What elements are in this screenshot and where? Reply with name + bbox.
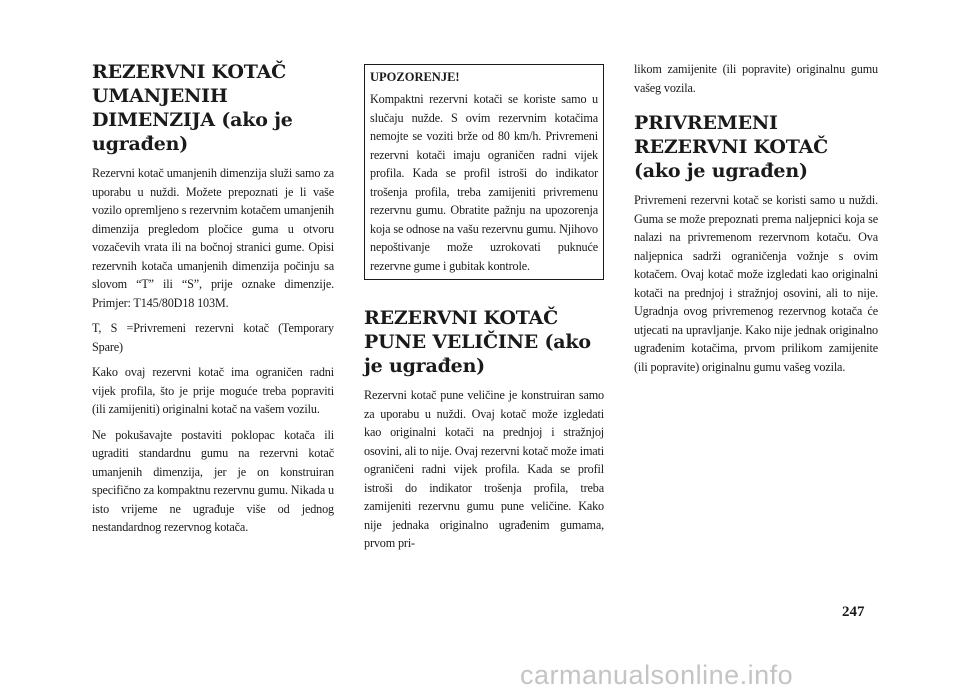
warning-box bbox=[364, 64, 604, 280]
section-heading-temporary-spare: PRIVREMENI REZERVNI KOTAČ (ako je ugrađen) bbox=[634, 112, 829, 182]
column-right bbox=[634, 60, 878, 383]
section-heading-full-size-spare: REZERVNI KOTAČ PUNE VELIČINE (ako je ugrađen) bbox=[364, 307, 591, 377]
column-middle bbox=[364, 60, 604, 560]
column-left bbox=[92, 60, 334, 544]
warning-text: Kompaktni rezervni kotači se koriste samo u slučaju nužde. S ovim rezervnim kotačima nemojte se voziti brže od 80 km/h. Privremeni rezervni kotači imaju ograničen radni vijek profila. Kada se profil istroši do indikator trošenja profila, treba zamijeniti privremenu rezervnu gumu. Obratite pažnju na upozorenja koja se odnose na vašu rezervnu gumu. Njihovo nepoštivanje može uzrokovati puknuće rezervne gume i gubitak kontrole. bbox=[370, 92, 598, 273]
paragraph: likom zamijenite (ili popravite) originalnu gumu vašeg vozila. bbox=[634, 62, 878, 95]
page-number: 247 bbox=[842, 604, 865, 620]
paragraph: Ne pokušavajte postaviti poklopac kotača ili ugraditi standardnu gumu na rezervni kotač umanjenih dimenzija, jer je on konstruiran specifično za kompaktnu rezervnu gumu. Nikada u isto vrijeme ne ugrađuje više od jednog nestandardnog rezervnog kotača. bbox=[92, 427, 334, 534]
paragraph: Rezervni kotač pune veličine je konstruiran samo za uporabu u nuždi. Ovaj kotač može izgledati kao originalni kotači na prednjoj i stražnjoj osovini, ali to nije. Ovaj rezervni kotač može imati ograničeni radni vijek profila. Kada se profil istroši do indikator trošenja profila, treba zamijeniti rezervnu gumu pune veličine. Kako nije jednaka originalno ugrađenim gumama, prvom pri- bbox=[364, 388, 604, 550]
paragraph: Rezervni kotač umanjenih dimenzija služi samo za uporabu u nuždi. Možete prepoznati je li vaše vozilo opremljeno s rezervnim kotačem umanjenih dimenzija pregledom pločice guma u otvoru vozačevih vrata ili na bočnoj stranici gume. Opisi rezervnih kotača umanjenih dimenzija počinju sa slovom “T” ili “S”, prije oznake dimenzije. Primjer: T145/80D18 103M. bbox=[92, 166, 334, 310]
paragraph: Privremeni rezervni kotač se koristi samo u nuždi. Guma se može prepoznati prema naljepnici koja se nalazi na privremenom rezervnom kotaču. Ova naljepnica sadrži ograničenja vožnje s ovim kotačem. Ovaj kotač može izgledati kao originalni kotači na prednjoj i stražnjoj osovini, ali to nije. Ugradnja ovog privremenog rezervnog kotača će utjecati na upravljanje. Kako nije jednak originalno ugrađenim kotačima, prvom prilikom zamijenite (ili popravite) originalnu gumu vašeg vozila. bbox=[634, 193, 878, 374]
paragraph: Kako ovaj rezervni kotač ima ograničen radni vijek profila, što je prije moguće treba popraviti (ili zamijeniti) originalni kotač na vašem vozilu. bbox=[92, 365, 334, 416]
watermark: carmanualsonline.info bbox=[520, 660, 794, 690]
paragraph: T, S =Privremeni rezervni kotač (Temporary Spare) bbox=[92, 321, 334, 354]
warning-title: UPOZORENJE! bbox=[370, 70, 460, 84]
section-heading-compact-spare: REZERVNI KOTAČ UMANJENIH DIMENZIJA (ako je ugrađen) bbox=[92, 61, 293, 155]
